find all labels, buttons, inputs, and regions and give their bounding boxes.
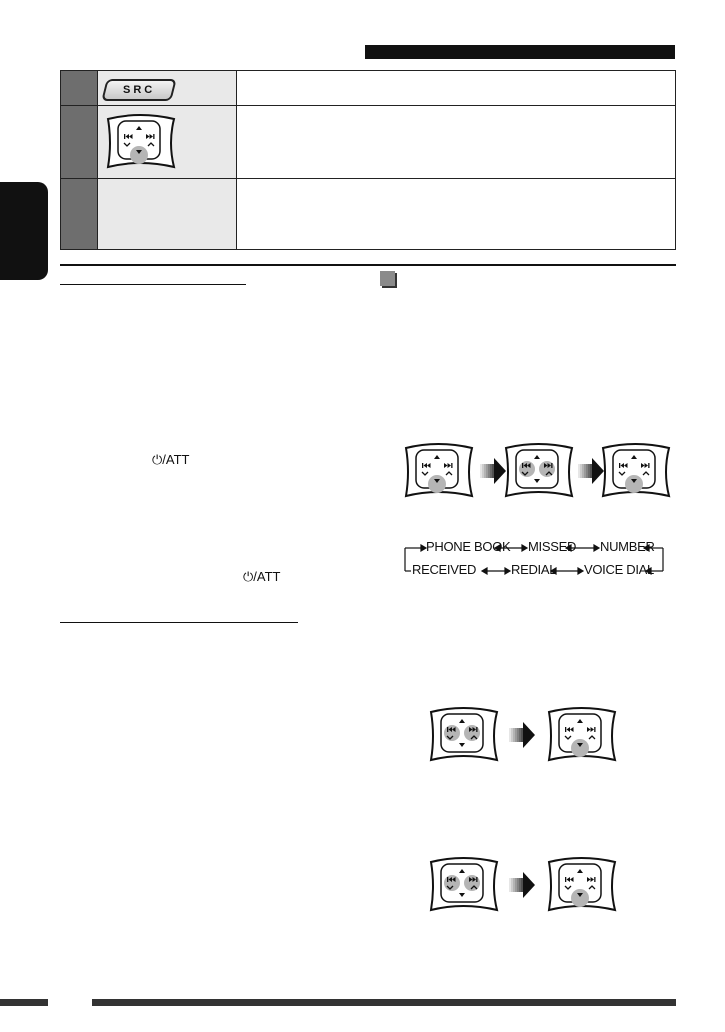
pad-graphic-1	[406, 444, 472, 496]
step-number-cell	[61, 71, 98, 106]
subheading-underline	[60, 622, 298, 623]
language-side-tab	[0, 182, 48, 280]
menu-cycle-diagram	[395, 538, 675, 584]
menu-item-voice-dial: VOICE DIAL	[584, 562, 654, 577]
section-header-bar	[365, 45, 675, 59]
step-description	[237, 106, 676, 179]
src-button-label: SRC	[122, 84, 156, 96]
pad-sequence-bottom	[425, 854, 625, 916]
step-number-cell	[61, 106, 98, 179]
src-button[interactable]	[101, 79, 176, 101]
steps-table	[60, 70, 676, 250]
step-control-cell	[98, 106, 237, 179]
pad-graphic-3	[603, 444, 669, 496]
footer-bar-left	[0, 999, 48, 1006]
control-pad-down-icon	[102, 111, 178, 173]
menu-item-missed: MISSED	[528, 539, 577, 554]
footer-bar-right	[92, 999, 676, 1006]
pad-graphic-1	[431, 708, 497, 760]
step-number-cell	[61, 179, 98, 250]
section-square-icon	[380, 271, 395, 286]
subheading-underline	[60, 284, 246, 285]
step-row-2	[61, 106, 676, 179]
power-att-label: ⏻/ATT	[152, 452, 190, 467]
power-att-label: ⏻/ATT	[243, 569, 281, 584]
menu-item-number: NUMBER	[600, 539, 655, 554]
menu-item-phone-book: PHONE BOOK	[426, 539, 511, 554]
arrow-right-icon	[578, 458, 604, 484]
menu-item-redial: REDIAL	[511, 562, 557, 577]
step-row-1	[61, 71, 676, 106]
pad-sequence-middle	[425, 704, 625, 766]
arrow-right-icon	[509, 872, 535, 898]
pad-graphic-2	[549, 708, 615, 760]
power-att-button-ref	[243, 569, 280, 585]
pad-sequence-top	[400, 440, 680, 502]
step-control-cell	[98, 71, 237, 106]
section-divider	[60, 264, 676, 266]
step-control-cell	[98, 179, 237, 250]
step-description	[237, 71, 676, 106]
arrow-right-icon	[509, 722, 535, 748]
menu-item-received: RECEIVED	[412, 562, 477, 577]
power-att-button-ref	[152, 452, 189, 468]
step-description	[237, 179, 676, 250]
pad-graphic-2	[506, 444, 572, 496]
pad-graphic-1	[431, 858, 497, 910]
arrow-right-icon	[480, 458, 506, 484]
control-pad[interactable]	[108, 115, 174, 167]
step-row-3	[61, 179, 676, 250]
pad-graphic-2	[549, 858, 615, 910]
